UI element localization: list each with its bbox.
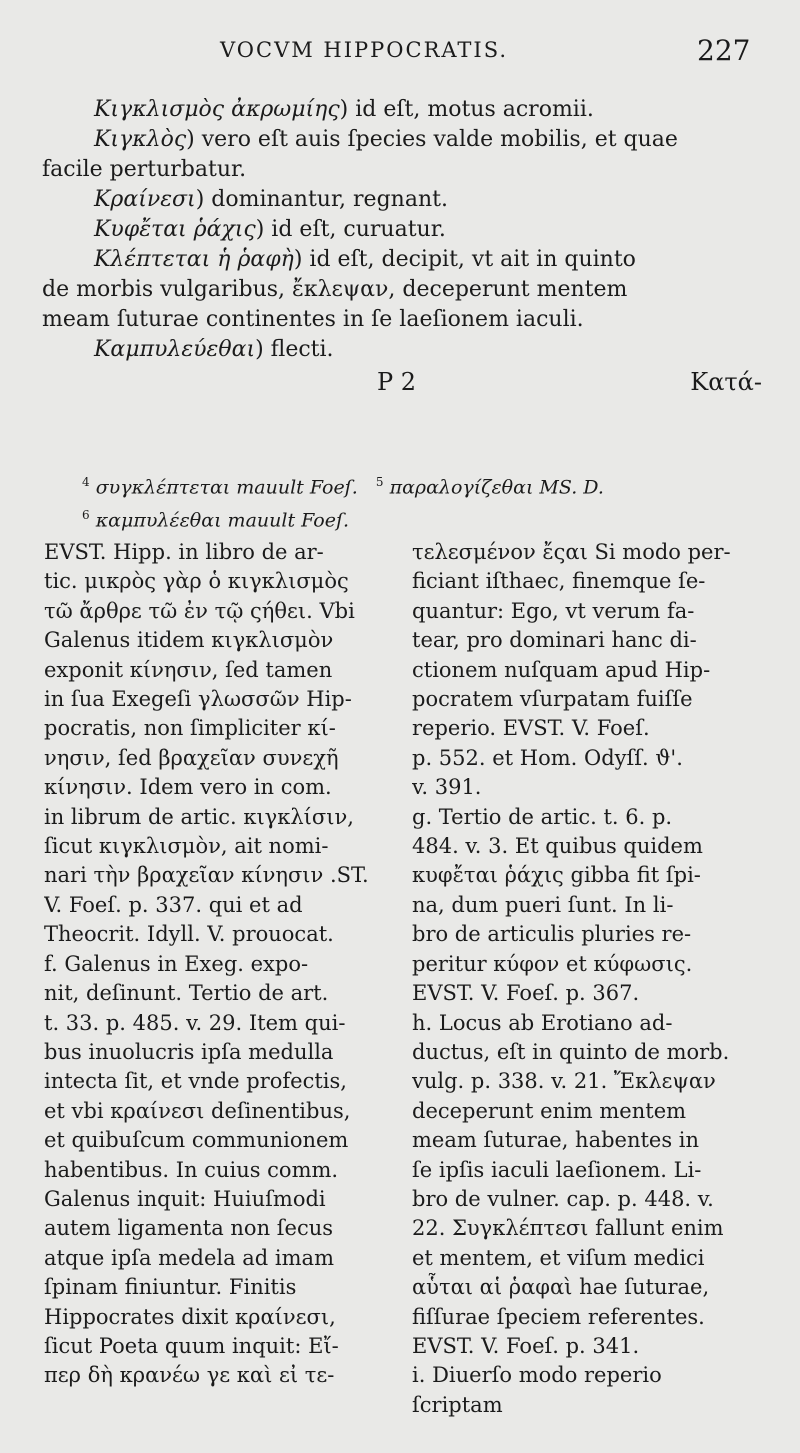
signature-mark: P 2	[377, 368, 417, 396]
text-line: p. 552. et Hom. Odyſſ. ϑ'.	[412, 745, 683, 770]
text-line: autem ligamenta non ſecus	[44, 1216, 334, 1241]
entry: Κιγκλισμὸς ἀκρωμίης) id eſt, motus acromii.	[94, 97, 594, 122]
text-line: fiſſurae ſpeciem referentes.	[412, 1304, 705, 1329]
text-line: atque ipſa medela ad imam	[44, 1245, 334, 1270]
running-head: VOCVM HIPPOCRATIS.	[220, 38, 509, 62]
text-line: vulg. p. 338. v. 21. Ἔκλεψαν	[412, 1069, 716, 1094]
text-line: g. Tertio de artic. t. 6. p.	[412, 804, 673, 829]
entry-continuation: de morbis vulgaribus, ἔκλεψαν, deceperunt mentem	[42, 277, 628, 302]
text-line: peritur κύφον et κύφωσις.	[412, 951, 693, 976]
text-line: et quibuſcum communionem	[44, 1128, 349, 1153]
page-number: 227	[697, 34, 751, 67]
text-line: τελεσμένον ἔςαι Si modo per-	[412, 540, 731, 564]
text-line: meam ſuturae, habentes in	[412, 1128, 700, 1153]
text-line: et vbi κραίνεσι deſinentibus,	[44, 1098, 351, 1123]
text-line: ficiant iſthaec, finemque ſe-	[412, 569, 706, 594]
entry: Κιγκλὸς) vero eſt auis ſpecies valde mobilis, et quae	[94, 127, 678, 152]
text-line: Hippocrates dixit κραίνεσι,	[44, 1304, 336, 1329]
text-line: in ſua Exegeſi γλωσσῶν Hip-	[44, 687, 352, 712]
entry-continuation: meam ſuturae continentes in ſe laeſionem iaculi.	[42, 307, 584, 332]
text-line: h. Locus ab Erotiano ad-	[412, 1010, 673, 1035]
page-header	[0, 34, 800, 74]
entry-continuation: facile perturbatur.	[42, 157, 247, 182]
text-line: pocratem vſurpatam fuiſſe	[412, 687, 693, 712]
text-line: pocratis, non ſimpliciter κί-	[44, 716, 336, 741]
entry: Κυφἔται ῥάχις) id eſt, curuatur.	[94, 217, 446, 242]
text-line: 484. v. 3. Et quibus quidem	[412, 834, 703, 859]
text-line: Theocrit. Idyll. V. prouocat.	[44, 922, 334, 947]
text-line: ſcriptam	[412, 1392, 503, 1417]
text-line: V. Foeſ. p. 337. qui et ad	[44, 892, 303, 917]
text-line: ſe ipſis iaculi laeſionem. Li-	[412, 1157, 702, 1182]
text-line: τῶ ἄρθρε τῶ ἐν τῷ ςήθει. Vbi	[44, 598, 355, 623]
text-line: ſicut κιγκλισμὸν, ait nomi-	[44, 834, 329, 859]
text-line: ſpinam finiuntur. Finitis	[44, 1275, 297, 1300]
text-line: bro de articulis pluries re-	[412, 922, 692, 947]
signature-row	[42, 367, 762, 401]
catchword: Κατά-	[690, 368, 762, 396]
text-line: tear, pro dominari hanc di-	[412, 628, 697, 653]
text-line: v. 391.	[412, 775, 482, 800]
text-line: νησιν, ſed βραχεῖαν συνεχῆ	[44, 745, 339, 770]
left-column	[44, 538, 384, 1391]
text-line: reperio. EVST. V. Foeſ.	[412, 716, 650, 741]
text-line: EVST. V. Foeſ. p. 367.	[412, 981, 640, 1006]
text-line: in librum de artic. κιγκλίσιν,	[44, 804, 354, 829]
text-line: bro de vulner. cap. p. 448. v.	[412, 1186, 714, 1211]
text-line: tic. μικρὸς γὰρ ὁ κιγκλισμὸς	[44, 569, 349, 594]
text-line: f. Galenus in Exeg. expo-	[44, 951, 309, 976]
text-line: t. 33. p. 485. v. 29. Item qui-	[44, 1010, 346, 1035]
text-line: nit, deſinunt. Tertio de art.	[44, 981, 329, 1006]
text-line: deceperunt enim mentem	[412, 1098, 687, 1123]
text-line: 22. Συγκλέπτεσι fallunt enim	[412, 1216, 724, 1241]
footnotes	[82, 468, 782, 535]
text-line: περ δὴ κρανέω γε καὶ εἰ τε-	[44, 1363, 335, 1388]
text-line: bus inuolucris ipſa medulla	[44, 1039, 334, 1064]
text-line: intecta ſit, et vnde profectis,	[44, 1069, 347, 1094]
text-line: na, dum pueri ſunt. In li-	[412, 892, 674, 917]
text-line: et mentem, et viſum medici	[412, 1245, 705, 1270]
text-line: αὗται αἱ ῥαφαὶ hae ſuturae,	[412, 1275, 710, 1300]
entry: Κραίνεσι) dominantur, regnant.	[94, 187, 448, 212]
text-line: κίνησιν. Idem vero in com.	[44, 775, 332, 800]
text-line: κυφἔται ῥάχις gibba fit ſpi-	[412, 863, 701, 888]
text-line: quantur: Ego, vt verum fa-	[412, 598, 695, 623]
entry: Καμπυλεύεθαι) flecti.	[94, 337, 334, 362]
text-line: Galenus inquit: Huiuſmodi	[44, 1186, 326, 1211]
text-line: i. Diuerſo modo reperio	[412, 1363, 662, 1388]
text-line: Galenus itidem κιγκλισμὸν	[44, 628, 334, 653]
text-line: ſicut Poeta quum inquit: Εἴ-	[44, 1333, 339, 1358]
lexicon-entries	[42, 95, 762, 401]
footnote-line: $^6$ καμπυλέεθαι mauult Foeſ.	[82, 508, 350, 532]
text-line: exponit κίνησιν, ſed tamen	[44, 657, 333, 682]
text-line: EVST. Hipp. in libro de ar-	[44, 540, 324, 564]
text-line: EVST. V. Foeſ. p. 341.	[412, 1333, 640, 1358]
text-line: ctionem nuſquam apud Hip-	[412, 657, 711, 682]
text-line: nari τὴν βραχεῖαν κίνησιν .ST.	[44, 863, 369, 888]
text-line: habentibus. In cuius comm.	[44, 1157, 339, 1182]
text-line: ductus, eſt in quinto de morb.	[412, 1039, 730, 1064]
entry: Κλέπτεται ἡ ῥαφὴ) id eſt, decipit, vt ait in quinto	[94, 247, 636, 272]
right-column	[412, 538, 757, 1420]
footnote-line: $^4$ συγκλέπτεται mauult Foeſ. $^5$ παραλογίζεθαι MS. D.	[82, 475, 604, 499]
